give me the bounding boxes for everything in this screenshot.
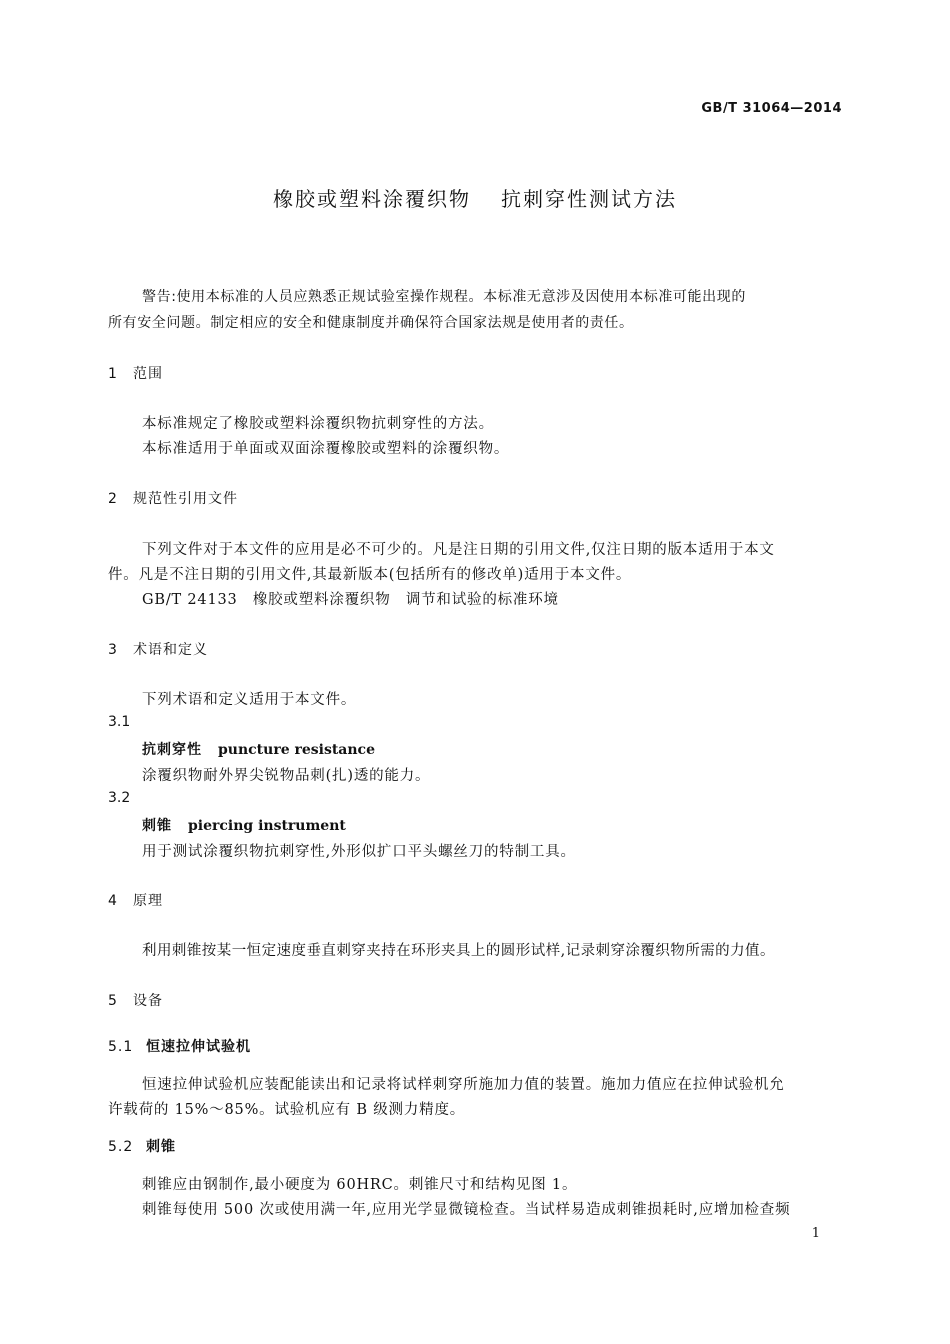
section-5-heading	[108, 990, 163, 1010]
section-5-2-paragraph-1: 刺锥应由钢制作,最小硬度为 60HRC。刺锥尺寸和结构见图 1。	[142, 1177, 578, 1193]
term-3-2-definition: 用于测试涂覆织物抗刺穿性,外形似扩口平头螺丝刀的特制工具。	[142, 844, 576, 860]
section-number: 1	[108, 366, 118, 382]
subsection-title: 恒速拉伸试验机	[146, 1039, 251, 1055]
document-title	[0, 183, 950, 212]
subsection-number: 5.2	[108, 1139, 134, 1155]
section-5-1-paragraph-line-1: 恒速拉伸试验机应装配能读出和记录将试样刺穿所施加力值的装置。施加力值应在拉伸试验机允	[142, 1077, 785, 1093]
normative-reference: GB/T 24133 橡胶或塑料涂覆织物 调节和试验的标准环境	[142, 592, 559, 608]
section-5-2-heading	[108, 1136, 176, 1156]
section-4-paragraph: 利用刺锥按某一恒定速度垂直刺穿夹持在环形夹具上的圆形试样,记录刺穿涂覆织物所需的力值。	[142, 943, 775, 959]
section-1-paragraph-2: 本标准适用于单面或双面涂覆橡胶或塑料的涂覆织物。	[142, 441, 510, 457]
section-number: 3	[108, 642, 118, 658]
section-5-1-paragraph-line-2: 许载荷的 15%～85%。试验机应有 B 级测力精度。	[108, 1102, 466, 1118]
section-title: 范围	[133, 366, 163, 382]
section-title: 设备	[133, 993, 163, 1009]
standard-number: GB/T 31064—2014	[701, 101, 842, 116]
section-number: 2	[108, 491, 118, 507]
term-chinese: 刺锥	[142, 818, 172, 834]
section-title: 术语和定义	[133, 642, 208, 658]
warning-line-1: 警告:使用本标准的人员应熟悉正规试验室操作规程。本标准无意涉及因使用本标准可能出现的	[142, 289, 746, 305]
term-english: puncture resistance	[218, 742, 375, 758]
warning-line-2: 所有安全问题。制定相应的安全和健康制度并确保符合国家法规是使用者的责任。	[108, 315, 634, 331]
section-5-1-heading	[108, 1036, 251, 1056]
section-4-heading	[108, 890, 163, 910]
subsection-number: 5.1	[108, 1039, 134, 1055]
section-3-intro: 下列术语和定义适用于本文件。	[142, 692, 357, 708]
term-3-2	[142, 815, 346, 835]
section-1-paragraph-1: 本标准规定了橡胶或塑料涂覆织物抗刺穿性的方法。	[142, 416, 494, 432]
section-5-2-paragraph-2: 刺锥每使用 500 次或使用满一年,应用光学显微镜检查。当试样易造成刺锥损耗时,应增加检查频	[142, 1202, 791, 1218]
section-number: 4	[108, 893, 118, 909]
section-2-paragraph-line-2: 件。凡是不注日期的引用文件,其最新版本(包括所有的修改单)适用于本文件。	[108, 567, 632, 583]
term-3-1-definition: 涂覆织物耐外界尖锐物品刺(扎)透的能力。	[142, 768, 431, 784]
section-number: 5	[108, 993, 118, 1009]
title-part-1: 橡胶或塑料涂覆织物	[273, 187, 471, 211]
term-3-1-number: 3.1	[108, 714, 131, 730]
section-2-heading	[108, 488, 238, 508]
title-part-2: 抗刺穿性测试方法	[501, 187, 677, 211]
warning-paragraph	[108, 284, 844, 336]
section-title: 原理	[133, 893, 163, 909]
section-3-heading	[108, 639, 208, 659]
subsection-title: 刺锥	[146, 1139, 176, 1155]
page-number: 1	[811, 1226, 820, 1241]
section-title: 规范性引用文件	[133, 491, 238, 507]
section-1-heading	[108, 363, 163, 383]
section-2-paragraph-line-1: 下列文件对于本文件的应用是必不可少的。凡是注日期的引用文件,仅注日期的版本适用于本文	[142, 542, 775, 558]
term-3-2-number: 3.2	[108, 790, 131, 806]
term-3-1	[142, 739, 375, 759]
term-english: piercing instrument	[188, 818, 346, 834]
term-chinese: 抗刺穿性	[142, 742, 202, 758]
